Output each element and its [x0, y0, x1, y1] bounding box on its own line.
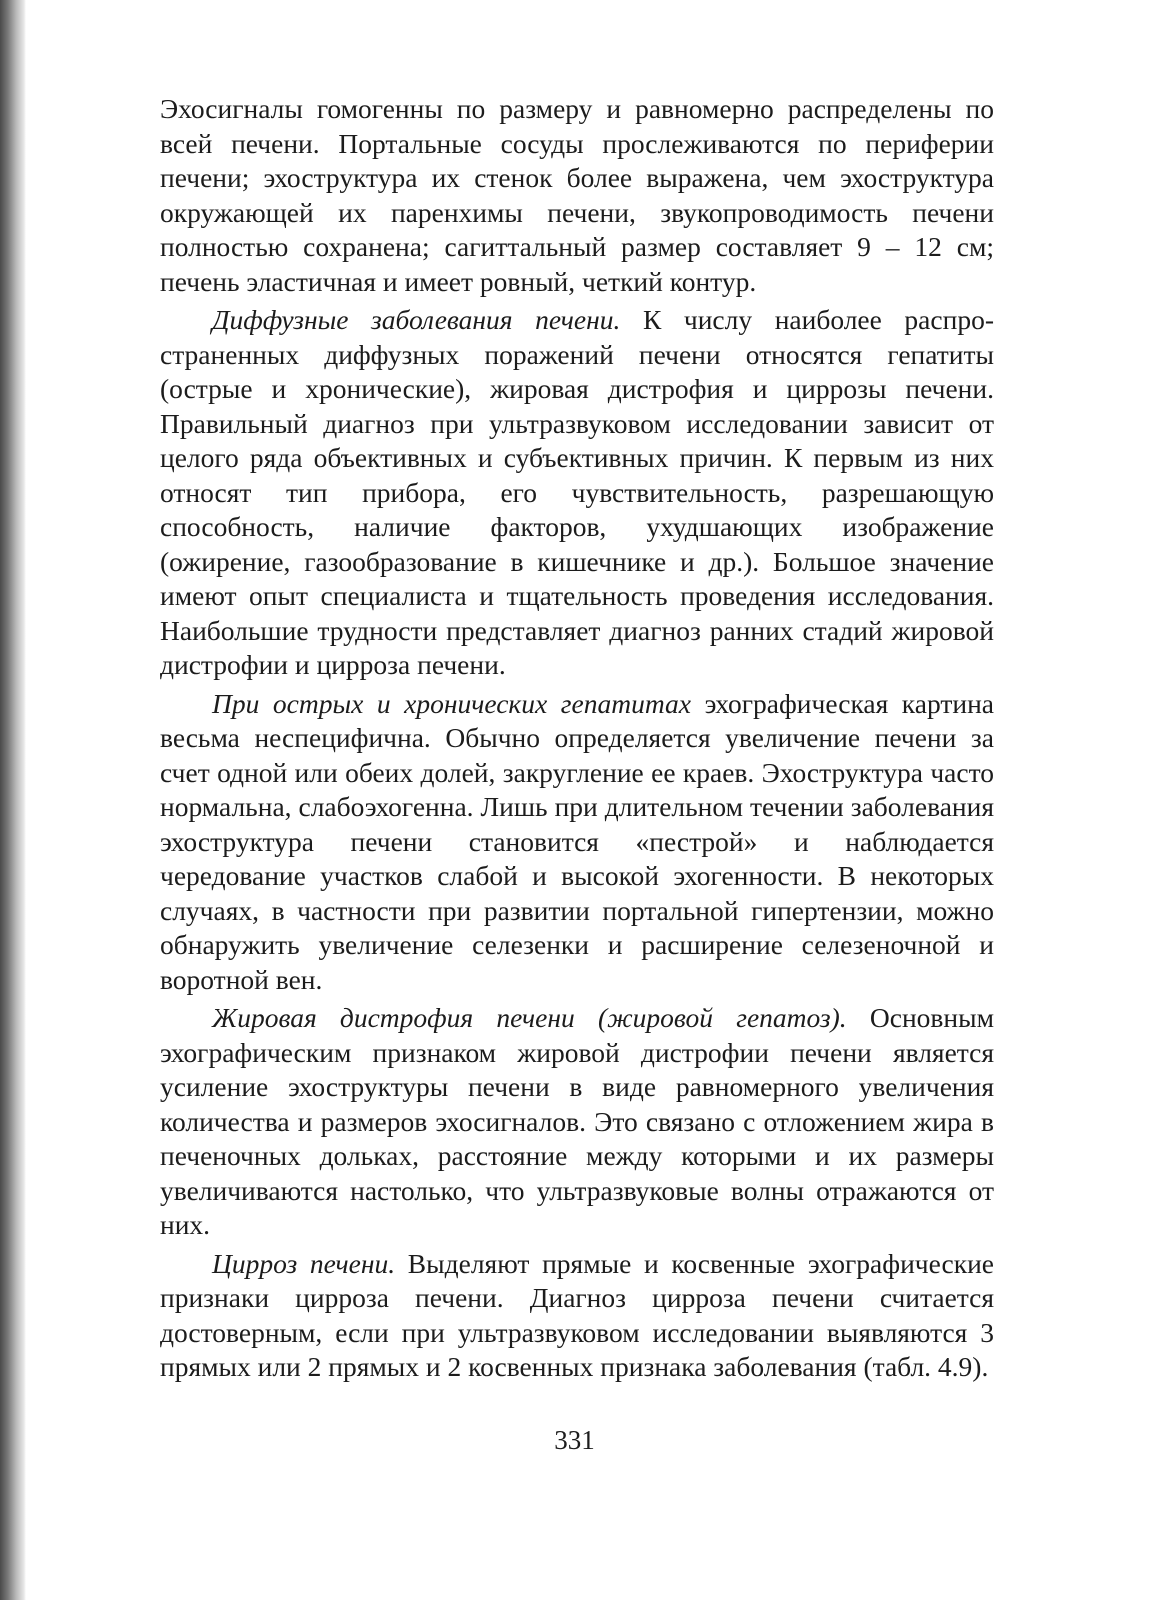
paragraph-text: Выделяют прямые и косвенные эхографические признаки цирроза печени. Диагноз цирроза печени считается достоверным, если при ультразвуковом исследовании выявляются 3 прямых или 2 прямых и 2 косвенных признака заболевания (табл. 4.9). — [160, 1247, 994, 1382]
paragraph-text: К числу наиболее распространенных диффузных поражений печени относятся гепатиты (острые и хронические), жировая дистрофия и циррозы печени. Правильный диагноз при ультразвуковом исследовании зависит от целого ряда объективных и субъективных причин. К первым из них относят тип прибора, его чувствительность, разрешающую способность, наличие факторов, ухудшающих изображение (ожирение, газообразование в кишечнике и др.). Большое значение имеют опыт специалиста и тщательность проведения исследования. Наибольшие трудности представляет диагноз ранних стадий жировой дистрофии и цирроза печени. — [160, 304, 994, 680]
paragraph-lead: При острых и хронических гепатитах — [212, 687, 692, 719]
scan-edge-shadow — [0, 0, 26, 1600]
paragraph-lead: Цирроз печени. — [212, 1247, 396, 1279]
paragraph-text: Эхосигналы гомогенны по размеру и равномерно распределены по всей печени. Портальные сосуды прослеживаются по периферии печени; эхоструктура их стенок более выражена, чем эхоструктура окружающей их паренхимы печени, звукопроводимость печени полностью сохранена; сагиттальный размер составляет 9 – 12 см; печень эластичная и имеет ровный, четкий контур. — [160, 93, 994, 297]
paragraph-lead: Жировая дистрофия печени (жировой гепатоз). — [212, 1002, 847, 1033]
paragraph-lead: Диффузные заболевания печени. — [212, 304, 621, 335]
paragraph-text: эхографическая картина весьма неспецифична. Обычно определяется увеличение печени за счет одной или обеих долей, закругление ее краев. Эхоструктура часто нормальна, слабоэхогенна. Лишь при длительном течении заболевания эхоструктура печени становится «пестрой» и наблюдается чередование участков слабой и высокой эхогенности. В некоторых случаях, в частности при развитии портальной гипертензии, можно обнаружить увеличение селезенки и расширение селезеночной и воротной вен. — [160, 687, 994, 995]
paragraph-hepatitis — [160, 687, 994, 998]
paragraph-normal-liver — [160, 92, 994, 299]
page-number: 331 — [554, 1425, 595, 1455]
paragraph-fatty-liver — [160, 1001, 994, 1243]
paragraph-cirrhosis — [160, 1247, 994, 1385]
paragraph-diffuse-diseases — [160, 303, 994, 683]
paragraph-text: Основным эхографическим признаком жировой дистрофии печени является усиление эхоструктуры печени в виде равномерного увеличения количества и размеров эхосигналов. Это связано с отложением жира в печеночных дольках, расстояние между которыми и их размеры увеличиваются настолько, что ультразвуковые волны отражаются от них. — [160, 1002, 994, 1240]
page-body — [160, 92, 994, 1385]
